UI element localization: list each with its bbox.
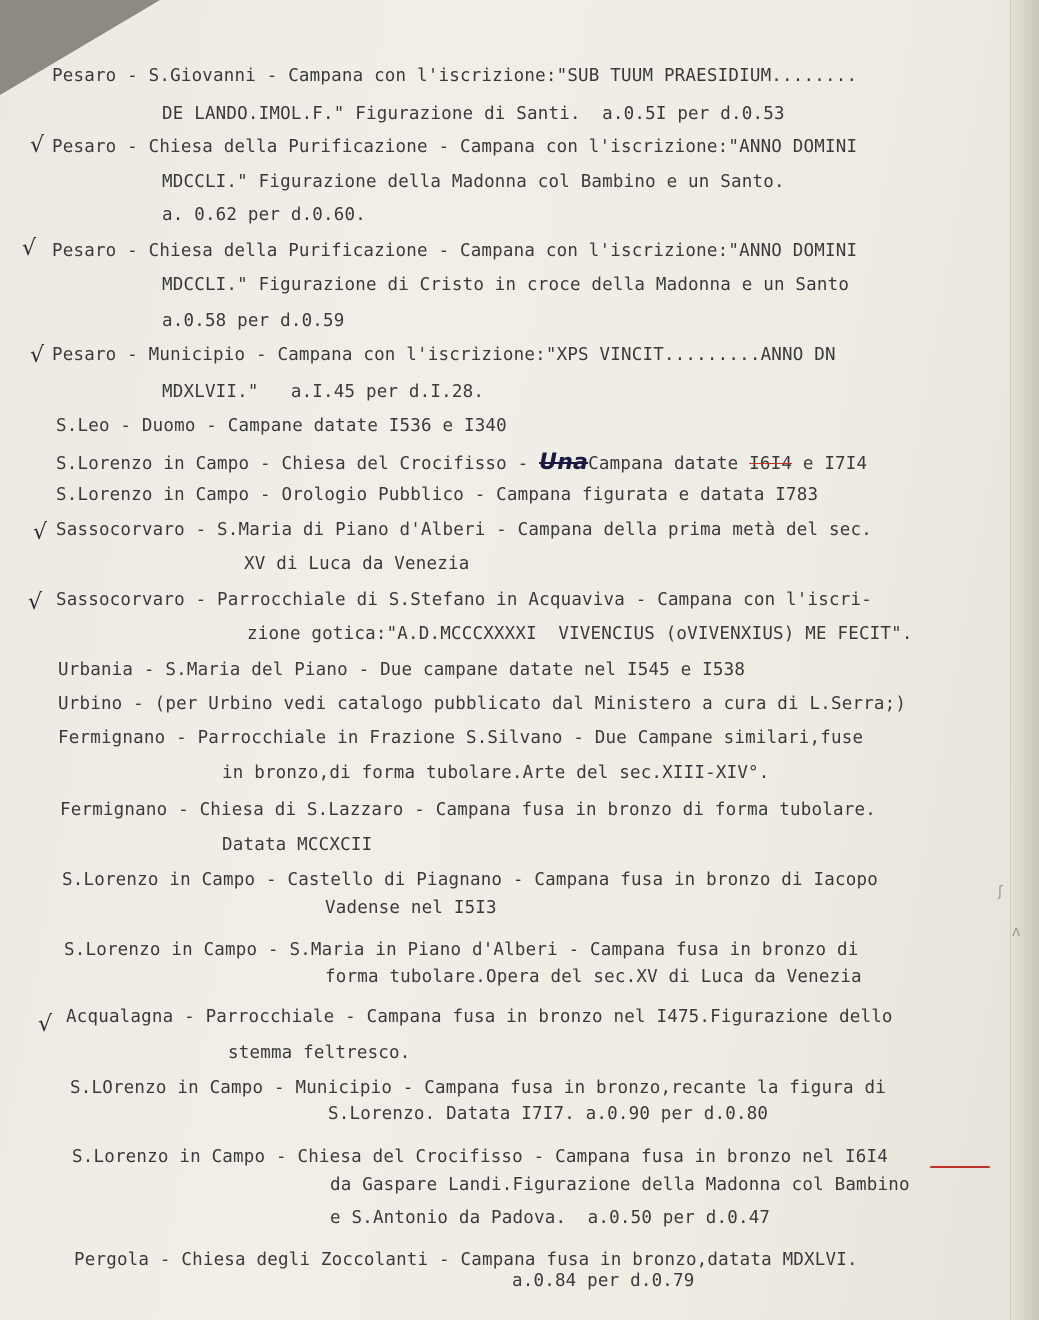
- entry-line: S.Leo - Duomo - Campane datate I536 e I340: [56, 416, 507, 436]
- entry-line: stemma feltresco.: [228, 1043, 411, 1063]
- entry-line: Pergola - Chiesa degli Zoccolanti - Campana fusa in bronzo,datata MDXLVI.: [74, 1250, 858, 1270]
- checkmark-icon: √: [22, 236, 37, 261]
- entry-line: Pesaro - Municipio - Campana con l'iscrizione:"XPS VINCIT.........ANNO DN: [52, 345, 836, 365]
- checkmark-icon: √: [28, 590, 43, 615]
- entry-line: a. 0.62 per d.0.60.: [162, 205, 366, 225]
- margin-note: ʃ: [998, 884, 1003, 900]
- entry-line: a.0.58 per d.0.59: [162, 311, 345, 331]
- entry-line: MDCCLI." Figurazione di Cristo in croce della Madonna e un Santo: [162, 275, 850, 295]
- page-edge: [1010, 0, 1039, 1320]
- handwritten-correction: Una: [539, 450, 589, 475]
- entry-line: Pesaro - Chiesa della Purificazione - Campana con l'iscrizione:"ANNO DOMINI: [52, 137, 858, 157]
- entry-line: Sassocorvaro - S.Maria di Piano d'Alberi - Campana della prima metà del sec.: [56, 520, 872, 540]
- entry-line: Datata MCCXCII: [222, 835, 373, 855]
- entry-line: Fermignano - Parrocchiale in Frazione S.Silvano - Due Campane similari,fuse: [58, 728, 864, 748]
- entry-line: Pesaro - Chiesa della Purificazione - Campana con l'iscrizione:"ANNO DOMINI: [52, 241, 858, 261]
- entry-line: S.LOrenzo in Campo - Municipio - Campana fusa in bronzo,recante la figura di: [70, 1078, 886, 1098]
- entry-line: Vadense nel I5I3: [325, 898, 497, 918]
- entry-line: Sassocorvaro - Parrocchiale di S.Stefano in Acquaviva - Campana con l'iscri-: [56, 590, 872, 610]
- entry-line: DE LANDO.IMOL.F." Figurazione di Santi. a.0.5I per d.0.53: [162, 104, 785, 124]
- entry-line: Acqualagna - Parrocchiale - Campana fusa in bronzo nel I475.Figurazione dello: [66, 1007, 893, 1027]
- entry-line: MDXLVII." a.I.45 per d.I.28.: [162, 382, 485, 402]
- struck-date: I6I4: [749, 454, 793, 474]
- entry-line: zione gotica:"A.D.MCCCXXXXI VIVENCIUS (oVIVENXIUS) ME FECIT".: [247, 624, 913, 644]
- checkmark-icon: √: [33, 520, 48, 545]
- entry-line: forma tubolare.Opera del sec.XV di Luca da Venezia: [325, 967, 862, 987]
- margin-note: ʌ: [1012, 924, 1021, 940]
- entry-line: da Gaspare Landi.Figurazione della Madonna col Bambino: [330, 1175, 910, 1195]
- entry-line: Urbania - S.Maria del Piano - Due campane datate nel I545 e I538: [58, 660, 746, 680]
- entry-line: S.Lorenzo in Campo - Chiesa del Crocifisso - Campana fusa in bronzo nel I6I4: [72, 1147, 888, 1167]
- entry-line: e S.Antonio da Padova. a.0.50 per d.0.47: [330, 1208, 771, 1228]
- entry-line: S.Lorenzo in Campo - S.Maria in Piano d'Alberi - Campana fusa in bronzo di: [64, 940, 859, 960]
- entry-line: Pesaro - S.Giovanni - Campana con l'iscrizione:"SUB TUUM PRAESIDIUM........: [52, 66, 858, 86]
- entry-line: in bronzo,di forma tubolare.Arte del sec.XIII-XIV°.: [222, 763, 770, 783]
- entry-line: XV di Luca da Venezia: [244, 554, 470, 574]
- entry-line: a.0.84 per d.0.79: [512, 1271, 695, 1291]
- red-underline: [930, 1166, 990, 1168]
- checkmark-icon: √: [30, 133, 45, 158]
- checkmark-icon: √: [38, 1012, 53, 1037]
- entry-line: Urbino - (per Urbino vedi catalogo pubblicato dal Ministero a cura di L.Serra;): [58, 694, 907, 714]
- entry-line: S.Lorenzo in Campo - Orologio Pubblico - Campana figurata e datata I783: [56, 485, 819, 505]
- checkmark-icon: √: [30, 343, 45, 368]
- entry-line: S.Lorenzo in Campo - Castello di Piagnano - Campana fusa in bronzo di Iacopo: [62, 870, 878, 890]
- entry-line: S.Lorenzo. Datata I7I7. a.0.90 per d.0.80: [328, 1104, 769, 1124]
- entry-line: MDCCLI." Figurazione della Madonna col Bambino e un Santo.: [162, 172, 785, 192]
- entry-line: Fermignano - Chiesa di S.Lazzaro - Campana fusa in bronzo di forma tubolare.: [60, 800, 876, 820]
- entry-line: S.Lorenzo in Campo - Chiesa del Crocifisso - UnaCampana datate I6I4 e I7I4: [56, 450, 868, 475]
